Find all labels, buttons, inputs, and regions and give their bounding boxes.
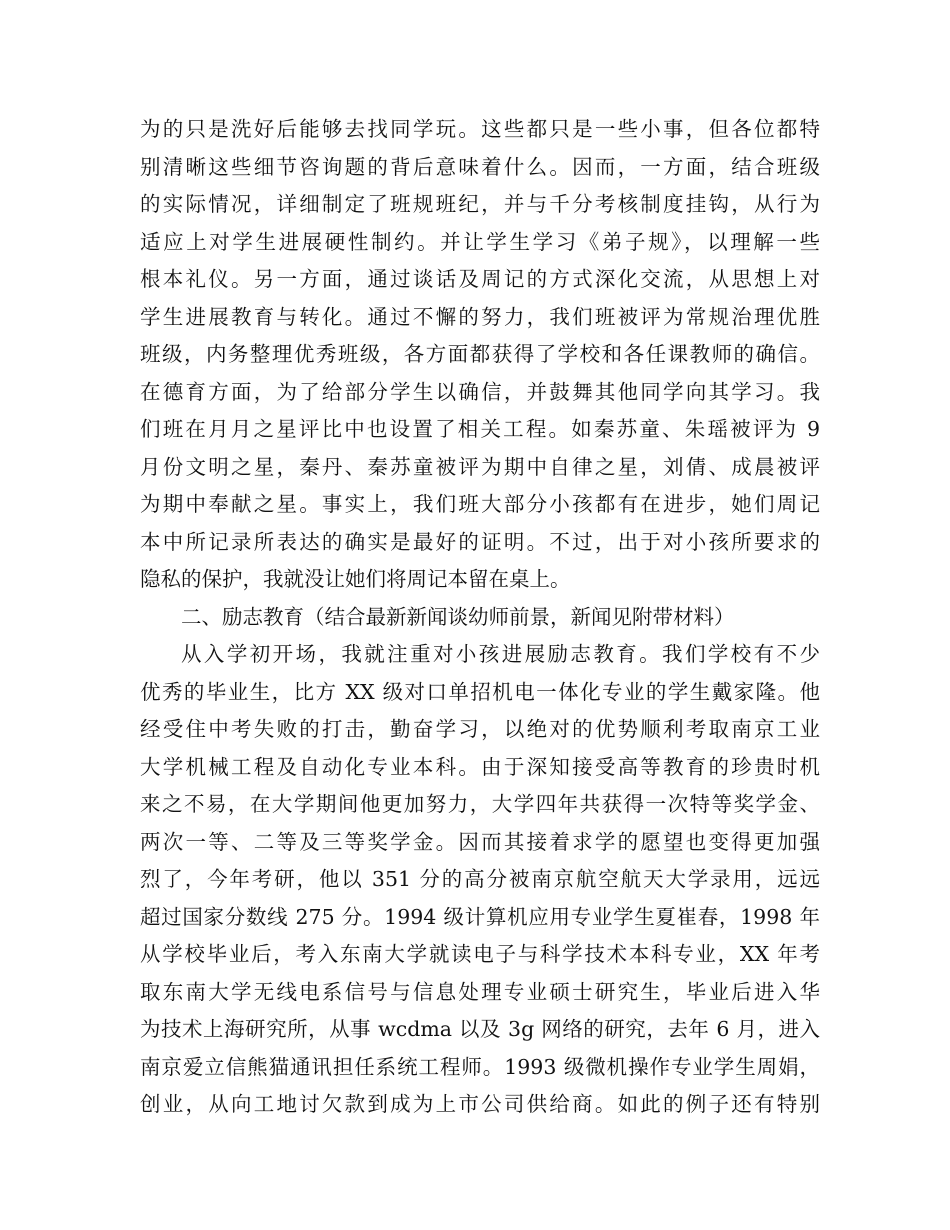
text-line: 南京爱立信熊猫通讯担任系统工程师。1993 级微机操作专业学生周娟， — [140, 1054, 820, 1079]
text-line: 为的只是洗好后能够去找同学玩。这些都只是一些小事，但各位都特 — [140, 117, 820, 141]
text-line: 烈了，今年考研，他以 351 分的高分被南京航空航天大学录用，远远 — [140, 867, 820, 891]
text-line: 为技术上海研究所，从事 wcdma 以及 3g 网络的研究，去年 6 月，进入 — [140, 1017, 820, 1041]
paragraph-end-line: 隐私的保护，我就没让她们将周记本留在桌上。 — [140, 567, 571, 591]
paragraph-first-line: 从入学初开场，我就注重对小孩进展励志教育。我们学校有不少 — [181, 642, 820, 666]
text-line: 别清晰这些细节咨询题的背后意味着什么。因而，一方面，结合班级 — [140, 154, 820, 179]
text-line: 两次一等、二等及三等奖学金。因而其接着求学的愿望也变得更加强 — [140, 829, 820, 854]
text-line: 超过国家分数线 275 分。1994 级计算机应用专业学生夏崔春，1998 年 — [140, 904, 820, 929]
text-line: 的实际情况，详细制定了班规班纪，并与千分考核制度挂钩，从行为 — [140, 192, 820, 216]
text-line: 月份文明之星，秦丹、秦苏童被评为期中自律之星，刘倩、成晨被评 — [140, 454, 820, 479]
text-line: 来之不易，在大学期间他更加努力，大学四年共获得一次特等奖学金、 — [140, 792, 820, 816]
text-line: 本中所记录所表达的确实是最好的证明。不过，出于对小孩所要求的 — [140, 529, 820, 554]
document-body — [140, 111, 820, 1124]
text-line: 创业，从向工地讨欠款到成为上市公司供给商。如此的例子还有特别 — [140, 1092, 820, 1116]
text-line: 从学校毕业后，考入东南大学就读电子与科学技术本科专业，XX 年考 — [140, 942, 820, 966]
text-line: 学生进展教育与转化。通过不懈的努力，我们班被评为常规治理优胜 — [140, 304, 820, 329]
text-line: 适应上对学生进展硬性制约。并让学生学习《弟子规》，以理解一些 — [140, 229, 820, 254]
text-line: 根本礼仪。另一方面，通过谈话及周记的方式深化交流，从思想上对 — [140, 267, 820, 291]
text-line: 在德育方面，为了给部分学生以确信，并鼓舞其他同学向其学习。我 — [140, 379, 820, 404]
text-line: 班级，内务整理优秀班级，各方面都获得了学校和各任课教师的确信。 — [140, 342, 820, 366]
text-line: 为期中奉献之星。事实上，我们班大部分小孩都有在进步，她们周记 — [140, 492, 820, 516]
text-line: 们班在月月之星评比中也设置了相关工程。如秦苏童、朱瑶被评为 9 — [140, 417, 820, 441]
text-line: 大学机械工程及自动化专业本科。由于深知接受高等教育的珍贵时机 — [140, 754, 820, 779]
text-line: 取东南大学无线电系信号与信息处理专业硕士研究生，毕业后进入华 — [140, 979, 820, 1004]
section-heading: 二、励志教育（结合最新新闻谈幼师前景，新闻见附带材料） — [181, 604, 735, 629]
text-line: 优秀的毕业生，比方 XX 级对口单招机电一体化专业的学生戴家隆。他 — [140, 679, 820, 704]
text-line: 经受住中考失败的打击，勤奋学习，以绝对的优势顺利考取南京工业 — [140, 717, 820, 741]
